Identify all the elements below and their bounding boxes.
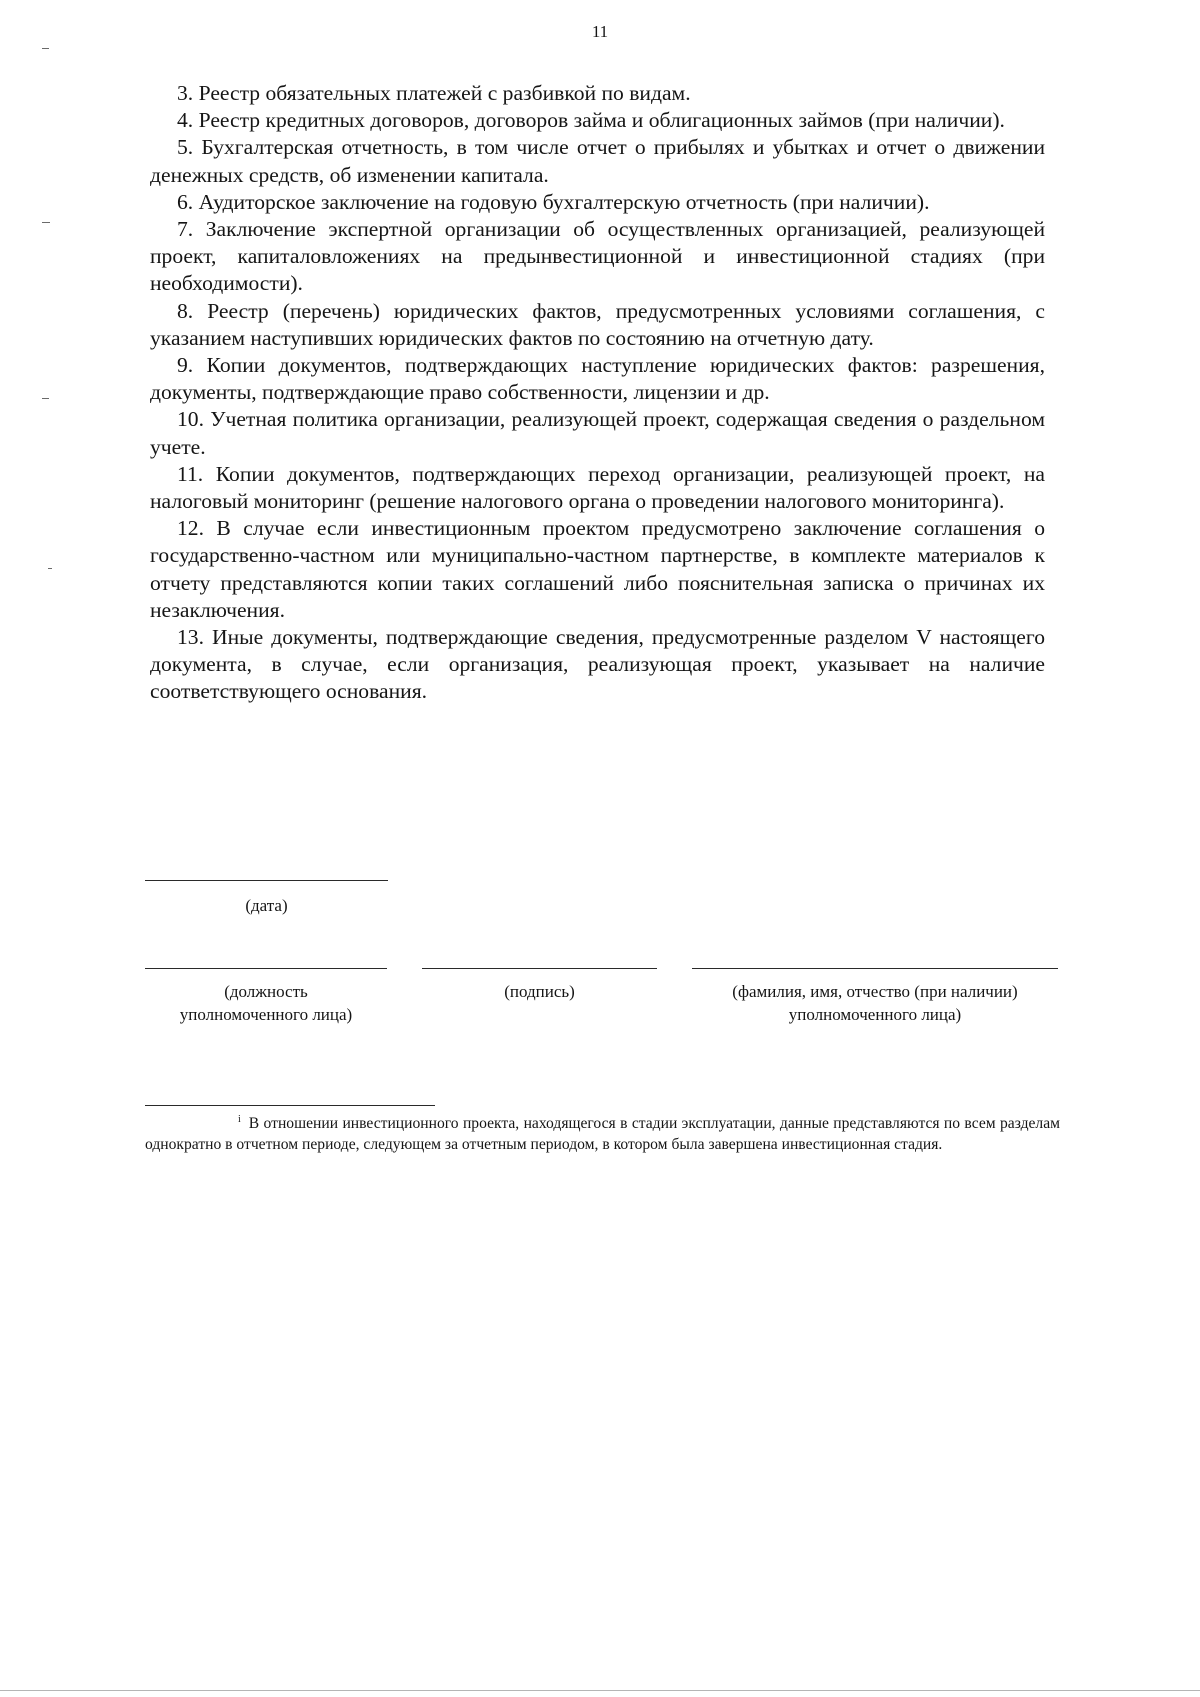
- list-item-3: 3. Реестр обязательных платежей с разбивкой по видам.: [177, 81, 691, 105]
- footnote: [145, 1113, 1060, 1155]
- list-item-9: 9. Копии документов, подтверждающих наступление юридических фактов: разрешения, документы, подтверждающие право собственности, лицензии и др.: [150, 353, 1045, 405]
- list-item-10: 10. Учетная политика организации, реализующей проект, содержащая сведения о раздельном учете.: [150, 407, 1045, 459]
- full-name-caption: [680, 980, 1070, 1026]
- footnote-text: В отношении инвестиционного проекта, находящегося в стадии эксплуатации, данные представляются по всем разделам однократно в отчетном периоде, следующем за отчетным периодом, в котором была завершена инвестиционная стадия.: [145, 1115, 1060, 1153]
- list-item-13: 13. Иные документы, подтверждающие сведения, предусмотренные разделом V настоящего документа, в случае, если организация, реализующая проект, указывает на наличие соответствующего основания.: [150, 625, 1045, 704]
- footnote-separator: [145, 1105, 435, 1106]
- full-name-caption-line1: (фамилия, имя, отчество (при наличии): [732, 982, 1018, 1001]
- scan-mark: [48, 568, 52, 569]
- position-caption: [140, 980, 392, 1026]
- scan-bottom-edge: [0, 1690, 1200, 1691]
- scan-mark: [42, 48, 49, 49]
- date-line: [145, 880, 388, 881]
- position-caption-line1: (должность: [224, 982, 308, 1001]
- list-item-5: 5. Бухгалтерская отчетность, в том числе отчет о прибылях и убытках и отчет о движении денежных средств, об изменении капитала.: [150, 135, 1045, 187]
- footnote-marker: i: [238, 1114, 241, 1125]
- document-list: [150, 80, 1045, 706]
- date-caption: (дата): [245, 896, 288, 915]
- position-caption-line2: уполномоченного лица): [179, 1005, 353, 1024]
- scan-mark: [42, 398, 49, 399]
- signature-line: [422, 968, 657, 969]
- full-name-line: [692, 968, 1058, 969]
- list-item-11: 11. Копии документов, подтверждающих переход организации, реализующей проект, на налоговый мониторинг (решение налогового органа о проведении налогового мониторинга).: [150, 461, 1045, 514]
- position-line: [145, 968, 387, 969]
- full-name-caption-line2: уполномоченного лица): [788, 1005, 962, 1024]
- page-number: 11: [591, 22, 609, 41]
- list-item-8: 8. Реестр (перечень) юридических фактов, предусмотренных условиями соглашения, с указанием наступивших юридических фактов по состоянию на отчетную дату.: [150, 298, 1045, 350]
- list-item-7: 7. Заключение экспертной организации об осуществленных организацией, реализующей проект, капиталовложениях на предынвестиционной и инвестиционной стадиях (при необходимости).: [150, 217, 1045, 296]
- list-item-6: 6. Аудиторское заключение на годовую бухгалтерскую отчетность (при наличии).: [177, 189, 930, 214]
- list-item-4: 4. Реестр кредитных договоров, договоров займа и облигационных займов (при наличии).: [177, 108, 1005, 133]
- scan-mark: [42, 222, 50, 223]
- signature-caption: (подпись): [504, 982, 575, 1001]
- list-item-12: 12. В случае если инвестиционным проектом предусмотрено заключение соглашения о государственно-частном или муниципально-частном партнерстве, в комплекте материалов к отчету представляются копии таких соглашений либо пояснительная записка о причинах их незаключения.: [150, 516, 1045, 622]
